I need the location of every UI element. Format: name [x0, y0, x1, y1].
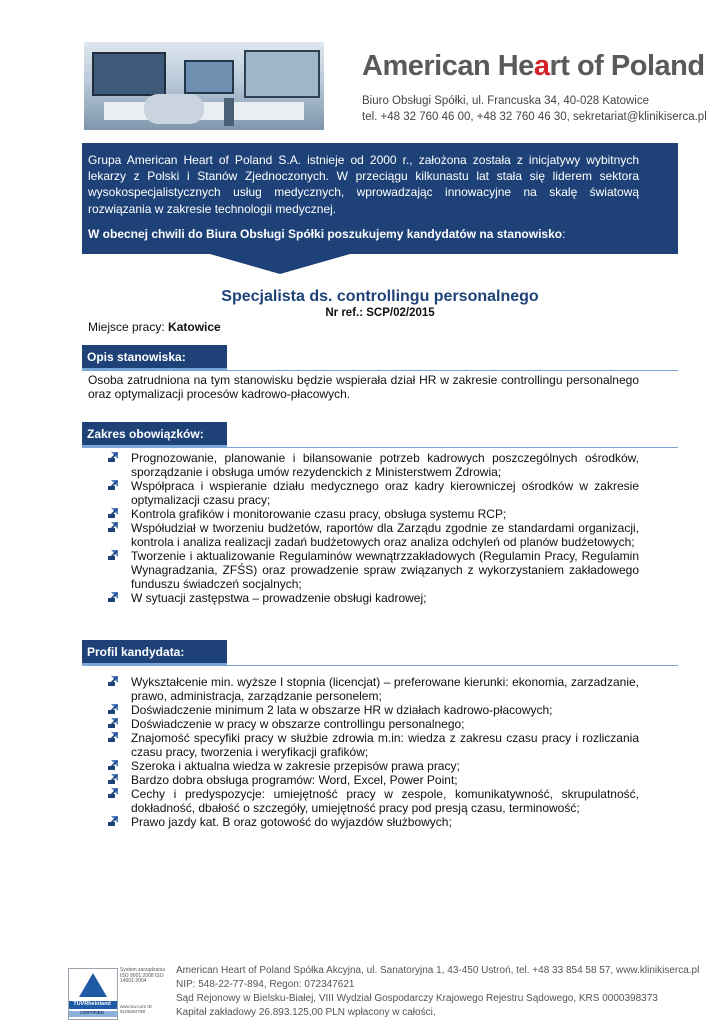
list-item — [88, 479, 639, 507]
list-item — [88, 703, 639, 717]
tuv-certified-label: CERTIFIED — [80, 1010, 104, 1015]
tuv-brand: TÜVRheinland — [73, 1001, 111, 1007]
list-item-text: Prawo jazdy kat. B oraz gotowość do wyjazdów służbowych; — [131, 815, 452, 830]
list-item-text: Szeroka i aktualna wiedza w zakresie przepisów prawa pracy; — [131, 759, 460, 774]
description-text: Osoba zatrudniona na tym stanowisku będzie wspierała dział HR w zakresie controllingu personalnego oraz optymalizacji procesów kadrowo-płacowych. — [88, 373, 639, 401]
heart-letter: a — [533, 50, 550, 82]
section-header-duties: Zakres obowiązków: — [82, 422, 227, 447]
list-item — [88, 787, 639, 815]
arrow-bullet-icon — [108, 480, 118, 490]
arrow-bullet-icon — [108, 550, 118, 560]
section-divider — [82, 447, 678, 448]
list-item-text: Tworzenie i aktualizowanie Regulaminów wewnątrzzakładowych (Regulamin Pracy, Regulamin Wynagradzania, ZFŚS) oraz prowadzenie spraw związanych z wykorzystaniem zakładowego funduszu świadczeń socjalnych; — [131, 549, 639, 592]
arrow-bullet-icon — [108, 592, 118, 602]
list-item — [88, 773, 639, 787]
section-header-profile: Profil kandydata: — [82, 640, 227, 665]
work-place: Miejsce pracy: Katowice — [88, 320, 221, 334]
header-contact: tel. +48 32 760 46 00, +48 32 760 46 30, sekretariat@klinikiserca.pl — [362, 111, 707, 123]
list-item — [88, 759, 639, 773]
arrow-bullet-icon — [108, 816, 118, 826]
list-item-text: Bardzo dobra obsługa programów: Word, Excel, Power Point; — [131, 773, 458, 788]
list-item — [88, 591, 639, 605]
arrow-bullet-icon — [108, 788, 118, 798]
arrow-bullet-icon — [108, 774, 118, 784]
arrow-bullet-icon — [108, 704, 118, 714]
list-item-text: Doświadczenie minimum 2 lata w obszarze HR w działach kadrowo-płacowych; — [131, 703, 553, 718]
list-item-text: W sytuacji zastępstwa – prowadzenie obsługi kadrowej; — [131, 591, 427, 606]
footer-line-1: American Heart of Poland Spółka Akcyjna, ul. Sanatoryjna 1, 43-450 Ustroń, tel. +48 33 854 58 57, www.klinikiserca.pl — [176, 965, 700, 976]
profile-list — [88, 675, 639, 830]
reference-number: Nr ref.: SCP/02/2015 — [325, 307, 435, 319]
arrow-bullet-icon — [108, 676, 118, 686]
list-item — [88, 549, 639, 591]
list-item — [88, 675, 639, 703]
list-item-text: Cechy i predyspozycje: umiejętność pracy w zespole, komunikatywność, skrupulatność, dokładność, dbałość o szczegóły, umiejętność pracy pod presją czasu, terminowość; — [131, 787, 639, 816]
company-logo: American Heart of Poland — [362, 50, 705, 82]
duties-list — [88, 451, 639, 606]
header-address: Biuro Obsługi Spółki, ul. Francuska 34, 40-028 Katowice — [362, 95, 650, 107]
arrow-bullet-icon — [108, 508, 118, 518]
list-item-text: Doświadczenie w pracy w obszarze controllingu personalnego; — [131, 717, 465, 732]
footer-line-4: Kapitał zakładowy 26.893.125,00 PLN wpłacony w całości, — [176, 1007, 436, 1018]
list-item — [88, 507, 639, 521]
tuv-id: www.tuv.com ID 9105082788 — [120, 1004, 152, 1014]
list-item-text: Prognozowanie, planowanie i bilansowanie potrzeb kadrowych poszczególnych ośrodków, sporządzanie i obsługa umów rezydenckich z Ministerstwem Zdrowia; — [131, 451, 639, 480]
list-item — [88, 717, 639, 731]
job-title: Specjalista ds. controllingu personalnego — [221, 288, 539, 305]
arrow-bullet-icon — [108, 522, 118, 532]
list-item-text: Współpraca i wspieranie działu medycznego oraz kadry kierowniczej ośrodków w zakresie optymalizacji czasu pracy; — [131, 479, 639, 508]
list-item-text: Współudział w tworzeniu budżetów, raportów dla Zarządu zgodnie ze standardami organizacji, kontrola i analiza realizacji zadań budżetowych oraz analiza odchyleń od planów budżetowych; — [131, 521, 639, 550]
section-divider — [82, 665, 678, 666]
list-item-text: Wykształcenie min. wyższe I stopnia (licencjat) – preferowane kierunki: ekonomia, zarzadzanie, prawo, administracja, zarządzanie personelem; — [131, 675, 639, 704]
intro-text: Grupa American Heart of Poland S.A. istnieje od 2000 r., założona została z inicjatywy wybitnych lekarzy z Polski i Stanów Zjednoczonych. W przeciągu kilkunastu lat stała się liderem sektora wysokospecjalistycznych usług medycznych, wprowadzając innowacyjne na skalę światową rozwiązania w zakresie technologii medycznej. — [88, 153, 639, 216]
arrow-bullet-icon — [108, 732, 118, 742]
list-item — [88, 521, 639, 549]
section-divider — [82, 370, 678, 371]
intro-search-text: W obecnej chwili do Biura Obsługi Spółki poszukujemy kandydatów na stanowisko: — [88, 227, 566, 241]
list-item — [88, 451, 639, 479]
footer-line-3: Sąd Rejonowy w Bielsku-Białej, VIII Wydział Gospodarczy Krajowego Rejestru Sądowego, KRS 0000398373 — [176, 993, 658, 1004]
section-header-description: Opis stanowiska: — [82, 345, 227, 370]
header-photo — [84, 42, 324, 130]
intro-arrow — [210, 254, 350, 274]
list-item-text: Kontrola grafików i monitorowanie czasu pracy, obsługa systemu RCP; — [131, 507, 507, 522]
arrow-bullet-icon — [108, 760, 118, 770]
list-item-text: Znajomość specyfiki pracy w służbie zdrowia m.in: wiedza z zakresu czasu pracy i rozliczania czasu pracy, tworzenia i weryfikacji grafików; — [131, 731, 639, 760]
arrow-bullet-icon — [108, 452, 118, 462]
list-item — [88, 731, 639, 759]
arrow-bullet-icon — [108, 718, 118, 728]
tuv-standards: System zarządzania ISO 9001:2008 ISO 14001:2004 — [120, 967, 166, 985]
footer-line-2: NIP: 548-22-77-894, Regon: 072347621 — [176, 979, 355, 990]
list-item — [88, 815, 639, 829]
